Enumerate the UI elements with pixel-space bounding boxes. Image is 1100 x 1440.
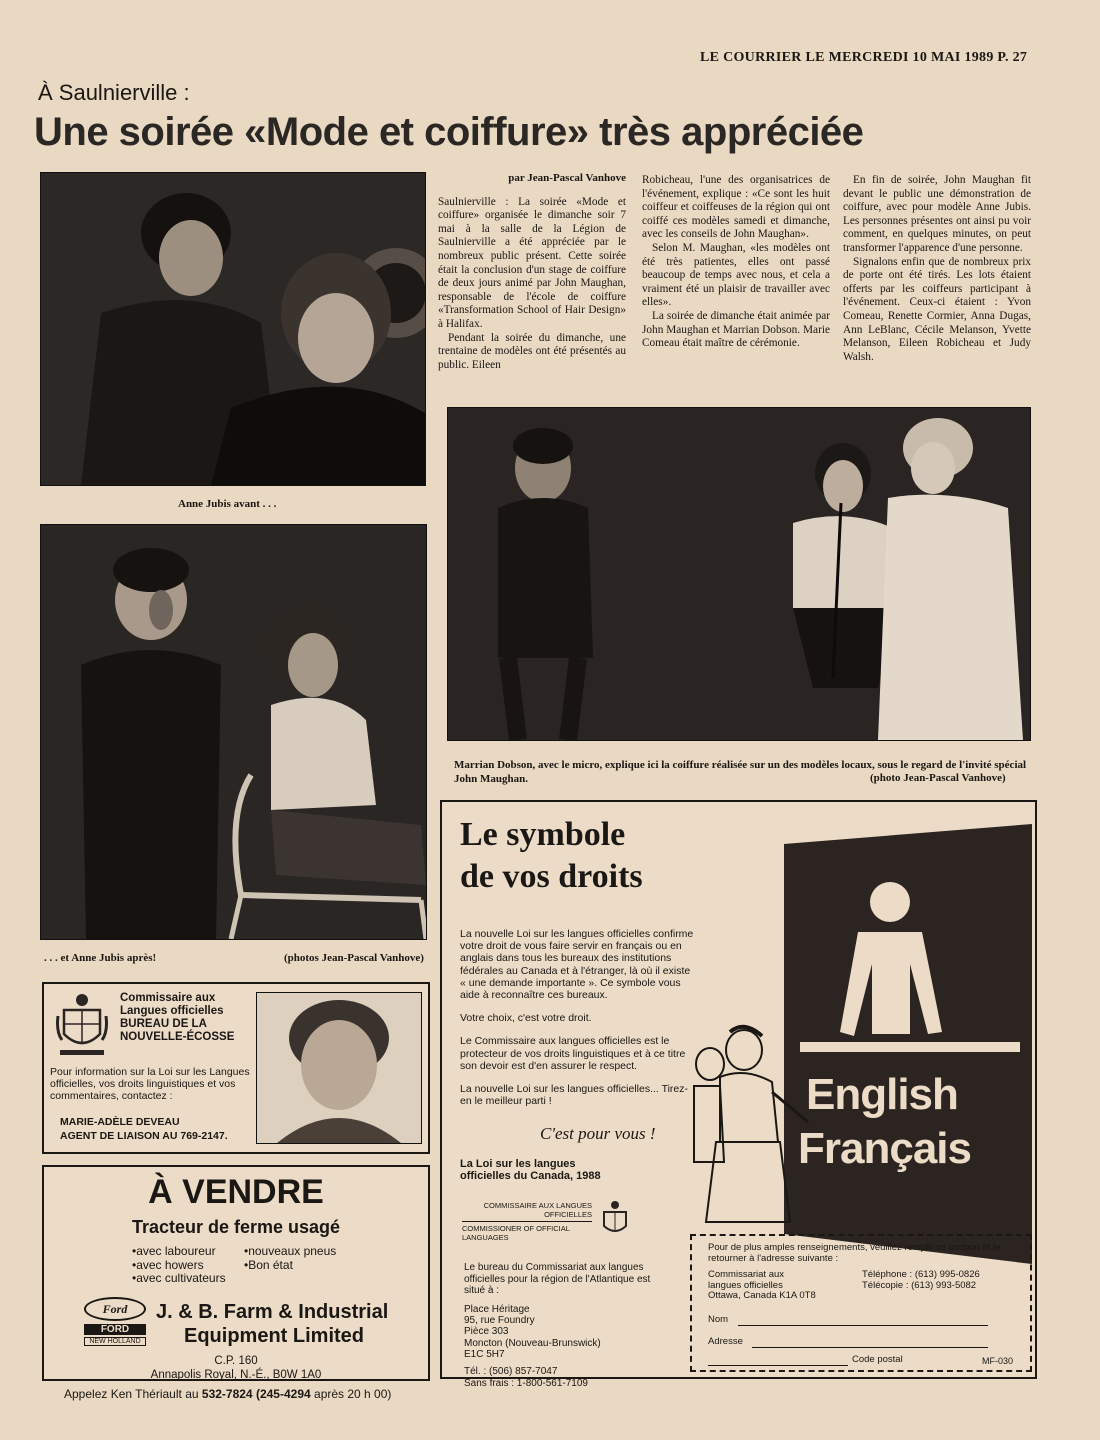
commissaire-body: Pour information sur la Loi sur les Langues officielles, vos droits linguistiques et vos commentaires, contactez :: [50, 1066, 250, 1103]
for-sale-feature: •avec laboureur: [132, 1244, 216, 1258]
company-address: Annapolis Royal, N.-É., B0W 1A0: [150, 1369, 322, 1381]
law-title: La Loi sur les langues: [460, 1158, 576, 1170]
office-address: Place Héritage: [464, 1304, 530, 1315]
rights-paragraph: Votre choix, c'est votre droit.: [460, 1012, 592, 1025]
contact-portrait: [256, 992, 422, 1144]
office-address: Pièce 303: [464, 1326, 509, 1338]
coupon-name-label: Nom: [708, 1314, 729, 1325]
coupon-fax: Télécopie : (613) 993-5082: [862, 1279, 977, 1291]
coupon-postal-label: Code postal: [852, 1354, 903, 1365]
coupon-intro: Pour de plus amples renseignements, veuillez remplir ce coupon et le retourner à l'adresse suivante :: [708, 1242, 1001, 1264]
commissaire-title: NOUVELLE-ÉCOSSE: [120, 1031, 235, 1043]
rights-paragraph: Le Commissaire aux langues officielles est le protecteur de vos droits linguistiques et à ce titre son devoir est d'en assurer le respect.: [460, 1035, 686, 1072]
coupon-address-field-line2[interactable]: [708, 1365, 848, 1366]
commissaire-title: Langues officielles: [120, 1005, 224, 1017]
commissaire-title: Commissaire aux: [120, 992, 216, 1004]
coupon-address: Commissariat aux: [708, 1269, 785, 1280]
phone-prefix: Appelez Ken Thériault au: [64, 1387, 199, 1401]
ford-logo: [84, 1297, 144, 1357]
rights-paragraph: La nouvelle Loi sur les langues officielles confirme votre droit de vous faire servir en français ou en anglais dans tous les bureaux des institutions fédérales au Canada et à l'étranger, là où il existe « une demande importante ». Ce symbole vous aide à reconnaître ces bureaux.: [460, 928, 694, 1002]
article-paragraph: Saulnierville : La soirée «Mode et coiffure» organisée le dimanche soir 7 mai à la salle de la Légion de Saulnierville a été appréciée par le nombreux public présent. Cette soirée était la conclusion d'un stage de coiffure de deux jours animé par John Maughan, responsable de l'école de coiffure «Transformation School of Hair Design» à Halifax.: [438, 195, 626, 330]
ford-oval-logo: Ford: [84, 1297, 146, 1321]
commissaire-title: BUREAU DE LA: [120, 1018, 207, 1030]
canada-arms-icon: [600, 1200, 630, 1238]
office-intro: Le bureau du Commissariat aux langues officielles pour la région de l'Atlantique est situé à :: [464, 1262, 651, 1296]
for-sale-feature: •avec cultivateurs: [132, 1271, 226, 1285]
coupon-phone: Téléphone : (613) 995-0826: [862, 1269, 980, 1280]
rights-ad: [440, 800, 1037, 1389]
rights-paragraph: La nouvelle Loi sur les langues officielles... Tirez-en le meilleur parti !: [460, 1083, 689, 1108]
caption-stage: Marrian Dobson, avec le micro, explique ici la coiffure réalisée sur un des modèles locaux, sous le regard de l'invité spécial John Maughan.: [454, 759, 1027, 785]
article-paragraph: Pendant la soirée du dimanche, une trentaine de modèles ont été présentés au public. Eileen: [438, 331, 626, 371]
sign-english: English: [806, 1070, 958, 1119]
info-coupon: [690, 1234, 1032, 1372]
article-paragraph: La soirée de dimanche était animée par John Maughan et Marrian Dobson. Marie Comeau était maître de cérémonie.: [642, 309, 830, 350]
caption-before: Anne Jubis avant . . .: [178, 498, 277, 510]
article-paragraph: Signalons enfin que de nombreux prix de porte ont été tirés. Les lots étaient offerts par les coiffeurs participant à l'événement. Ceux-ci étaient : Yvon Comeau, Renette Cormier, Anna Dugas, Ann LeBlanc, Cécile Melanson, Yvette Melanson, Eileen Robicheau et Judy Walsh.: [843, 255, 1031, 363]
phone-alt: (245-4294: [255, 1387, 311, 1401]
photo-before: [40, 172, 426, 486]
office-address: 95, rue Foundry: [464, 1315, 535, 1327]
law-title: officielles du Canada, 1988: [460, 1170, 601, 1182]
commissaire-contact-name: MARIE-ADÈLE DEVEAU: [60, 1116, 180, 1128]
coupon-address: Ottawa, Canada K1A 0T8: [708, 1290, 816, 1301]
for-sale-feature: •nouveaux pneus: [244, 1244, 337, 1258]
for-sale-phone-line: [64, 1387, 391, 1401]
company-po-box: C.P. 160: [214, 1355, 258, 1367]
commissaire-contact-role: AGENT DE LIAISON AU 769-2147.: [60, 1130, 228, 1142]
coupon-code: MF-030: [982, 1356, 1014, 1366]
office-address: Moncton (Nouveau-Brunswick): [464, 1337, 601, 1349]
for-sale-subtitle: Tracteur de ferme usagé: [131, 1217, 341, 1237]
couple-illustration: [680, 1022, 810, 1232]
phone-main: 532-7824: [201, 1387, 253, 1401]
coupon-address-field[interactable]: [752, 1347, 988, 1348]
photo-stage: [447, 407, 1031, 741]
coupon-name-field[interactable]: [738, 1325, 988, 1326]
office-toll-free: Sans frais : 1-800-561-7109: [464, 1377, 588, 1389]
rights-ad-title: de vos droits: [460, 858, 643, 895]
rights-ad-title: Le symbole: [460, 816, 626, 853]
article-column-3: [843, 174, 1031, 364]
rights-slogan: C'est pour vous !: [540, 1124, 656, 1143]
commissaire-fr: COMMISSAIRE AUX LANGUES OFFICIELLES: [462, 1202, 592, 1222]
masthead: LE COURRIER LE MERCREDI 10 MAI 1989 P. 27: [700, 50, 1028, 65]
article-byline: par Jean-Pascal Vanhove: [508, 172, 626, 184]
for-sale-ad: [42, 1165, 430, 1381]
caption-after: . . . et Anne Jubis après!: [44, 952, 157, 964]
office-tel: Tél. : (506) 857-7047: [464, 1366, 558, 1377]
article-paragraph: En fin de soirée, John Maughan fit devant le public une démonstration de coiffure, avec pour modèle Anne Jubis. Les personnes présentes ont ainsi pu voir comment, en quelques minutes, on peut transformer l'apparence d'une personne.: [843, 174, 1031, 254]
article-paragraph: Selon M. Maughan, «les modèles ont été très patientes, elles ont passé beaucoup de temps avec nous, et cela a vraiment été un plaisir de travailler avec elles».: [642, 241, 830, 309]
caption-after-credit: (photos Jean-Pascal Vanhove): [284, 952, 424, 964]
office-address: E1C 5H7: [464, 1348, 505, 1360]
coat-of-arms-icon: [56, 992, 108, 1060]
article-kicker: À Saulnierville :: [38, 80, 190, 105]
photo-after: [40, 524, 427, 940]
coupon-address-label: Adresse: [708, 1336, 743, 1347]
commissaire-en: COMMISSIONER OF OFFICIAL LANGUAGES: [462, 1224, 570, 1242]
for-sale-feature: •avec howers: [132, 1257, 204, 1272]
new-holland-logo: NEW HOLLAND: [84, 1337, 146, 1346]
ford-wordmark: FORD: [84, 1324, 146, 1335]
article-column-1: [438, 172, 626, 372]
article-paragraph: Robicheau, l'une des organisatrices de l'événement, explique : «Ce sont les huit coiffeur et coiffeuses de la région qui ont coiffé ces modèles samedi et dimanche, avec les conseils de John Maughan».: [642, 174, 830, 241]
article-column-2: [642, 174, 830, 351]
sign-french: Français: [798, 1124, 971, 1173]
caption-stage-credit: (photo Jean-Pascal Vanhove): [870, 772, 1006, 784]
for-sale-feature: •Bon état: [244, 1257, 293, 1272]
company-name: Equipment Limited: [184, 1325, 364, 1347]
phone-suffix: après 20 h 00): [314, 1387, 392, 1401]
company-name: J. & B. Farm & Industrial: [156, 1301, 389, 1323]
for-sale-title: À VENDRE: [148, 1173, 324, 1211]
commissaire-box: [42, 982, 430, 1154]
coupon-address: langues officielles: [708, 1279, 783, 1291]
article-headline: Une soirée «Mode et coiffure» très appréciée: [34, 110, 864, 154]
